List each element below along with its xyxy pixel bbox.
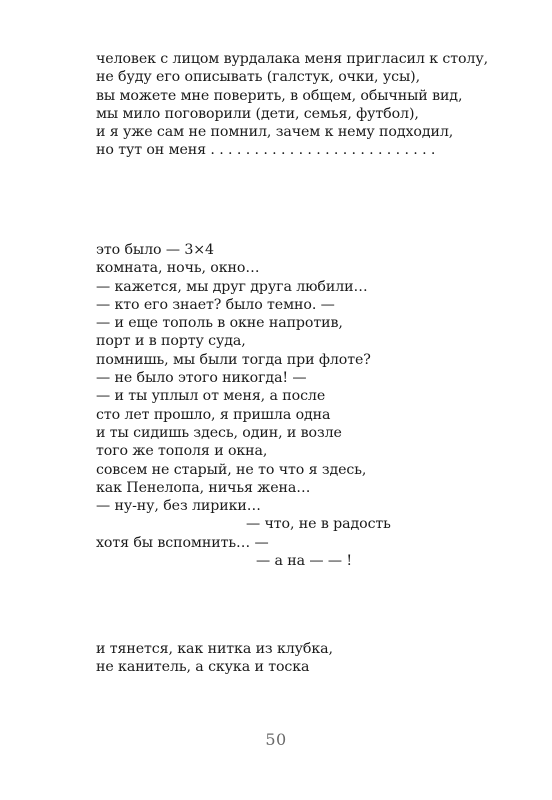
verse-line: совсем не старый, не то что я здесь, (96, 461, 367, 478)
page-number: 50 (265, 730, 287, 749)
verse-line: сто лет прошло, я пришла одна (96, 406, 331, 423)
verse-line: — и ты уплыл от меня, а после (96, 388, 326, 405)
verse-line: как Пенелопа, ничья жена… (96, 479, 311, 496)
verse-line: человек с лицом вурдалака меня пригласил к столу, (96, 51, 488, 67)
verse-line-indented: — что, не в радость (246, 516, 391, 533)
verse-line: порт и в порту суда, (96, 333, 246, 350)
verse-line: — не было этого никогда! — (96, 370, 307, 387)
verse-line: это было — 3×4 (96, 242, 214, 258)
verse-line: и я уже сам не помнил, зачем к нему подходил, (96, 124, 454, 141)
verse-line: и ты сидишь здесь, один, и возле (96, 424, 342, 441)
stanza-3 (96, 640, 516, 677)
stanza-1 (96, 50, 516, 160)
stanza-2 (96, 241, 516, 570)
verse-line: но тут он меня . . . . . . . . . . . . . . . . . . . . . . . . . . (96, 142, 436, 159)
verse-line-indented: — а на — — ! (256, 553, 352, 570)
verse-line: вы можете мне поверить, в общем, обычный вид, (96, 87, 463, 104)
verse-line: — кто его знает? было темно. — (96, 296, 335, 313)
verse-line: не буду его описывать (галстук, очки, усы), (96, 69, 421, 86)
verse-line: — кажется, мы друг друга любили… (96, 278, 368, 295)
verse-line: того же тополя и окна, (96, 443, 268, 460)
verse-line: — и еще тополь в окне напротив, (96, 315, 343, 332)
verse-line: помнишь, мы были тогда при флоте? (96, 351, 371, 368)
verse-line: хотя бы вспомнить… — (96, 534, 269, 551)
verse-line: мы мило поговорили (дети, семья, футбол), (96, 105, 419, 122)
verse-line: — ну-ну, без лирики… (96, 498, 261, 515)
verse-line: не канитель, а скука и тоска (96, 659, 310, 676)
verse-line: комната, ночь, окно… (96, 260, 260, 277)
verse-line: и тянется, как нитка из клубка, (96, 641, 333, 657)
